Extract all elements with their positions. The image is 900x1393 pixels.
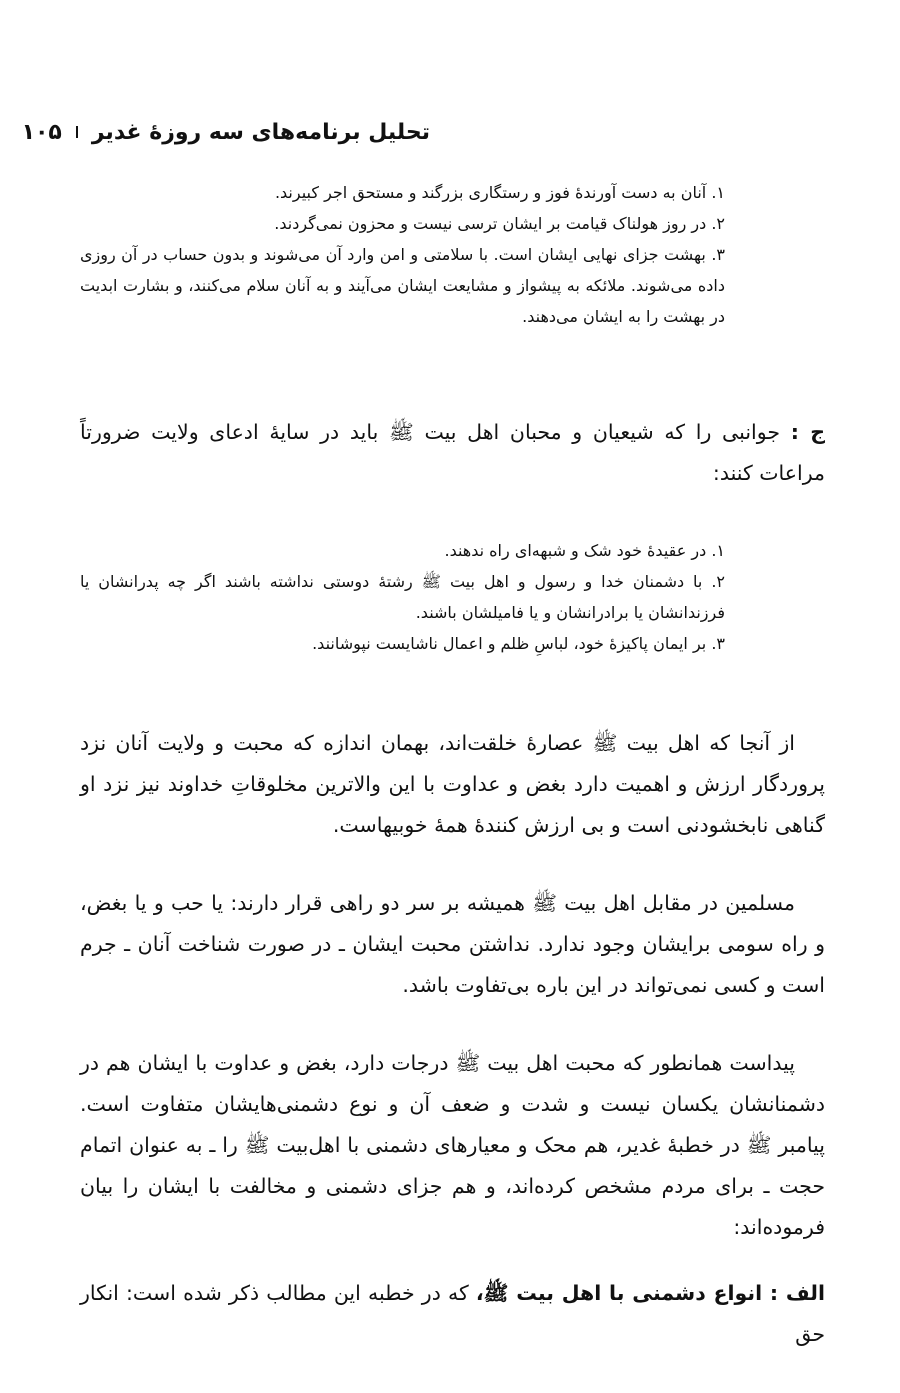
- paragraph-3: پیداست همانطور که محبت اهل بیت ﷺ درجات دارد، بغض و عداوت با ایشان هم در دشمنانشان یکسان نیست و شدت و ضعف آن و نوع دشمنی‌هایشان متفاوت است. پیامبر ﷺ در خطبهٔ غدیر، هم محک و معیارهای دشمنی با اهل‌بیت ﷺ را ـ به عنوان اتمام حجت ـ برای مردم مشخص کرده‌اند، و هم جزای دشمنی و مخالفت با ایشان را بیان فرموده‌اند:: [80, 1051, 825, 1239]
- page-header: [21, 112, 430, 152]
- separator-square-icon: [76, 126, 78, 138]
- section-c-text: جوانبی را که شیعیان و محبان اهل بیت ﷺ باید در سایهٔ ادعای ولایت ضرورتاً مراعات کنند:: [80, 420, 825, 485]
- section-a-text: که در خطبه این مطالب ذکر شده است: انکار حق: [80, 1281, 825, 1346]
- section-c-label: ج :: [790, 420, 825, 444]
- section-c-paragraph: [80, 412, 825, 494]
- paragraph-1: از آنجا که اهل بیت ﷺ عصارهٔ خلقت‌اند، بهمان اندازه که محبت و ولایت آنان نزد پروردگار ارزش و اهمیت دارد بغض و عداوت با این والاترین مخلوقاتِ خداوند نیز نزد او گناهی نابخشودنی است و بی ارزش کنندهٔ همهٔ خوبیهاست.: [80, 731, 825, 837]
- list-item: ۱. در عقیدهٔ خود شک و شبهه‌ای راه ندهند.: [444, 541, 725, 560]
- list-item: ۱. آنان به دست آورندهٔ فوز و رستگاری بزرگند و مستحق اجر کبیرند.: [274, 183, 725, 202]
- benefits-list: [80, 177, 725, 332]
- section-a-label: الف : انواع دشمنی با اهل بیت ﷺ،: [475, 1281, 825, 1305]
- running-title: تحلیل برنامه‌های سه روزهٔ غدیر: [91, 119, 430, 145]
- obligations-list: [80, 535, 725, 659]
- list-item: ۲. در روز هولناک قیامت بر ایشان ترسی نیست و محزون نمی‌گردند.: [274, 214, 725, 233]
- list-item: ۲. با دشمنان خدا و رسول و اهل بیت ﷺ رشتهٔ دوستی نداشته باشند اگر چه پدرانشان یا فرزندانشان یا برادرانشان و یا فامیلشان باشند.: [80, 572, 725, 622]
- list-item: ۳. بهشت جزای نهایی ایشان است. با سلامتی و امن وارد آن می‌شوند و بدون حساب در آن روزی داده می‌شوند. ملائکه به پیشواز و مشایعت ایشان می‌آیند و به آنان سلام می‌کنند، و بشارت ابدیت در بهشت را به ایشان می‌دهند.: [80, 245, 725, 326]
- section-a-paragraph: [80, 1273, 825, 1355]
- page-number: ۱۰۵: [21, 119, 62, 145]
- paragraph-2: مسلمین در مقابل اهل بیت ﷺ همیشه بر سر دو راهی قرار دارند: یا حب و یا بغض، و راه سومی برایشان وجود ندارد. نداشتن محبت ایشان ـ در صورت شناخت آنان ـ جرم است و کسی نمی‌تواند در این باره بی‌تفاوت باشد.: [80, 891, 825, 997]
- list-item: ۳. بر ایمان پاکیزهٔ خود، لباسِ ظلم و اعمال ناشایست نپوشانند.: [312, 634, 725, 653]
